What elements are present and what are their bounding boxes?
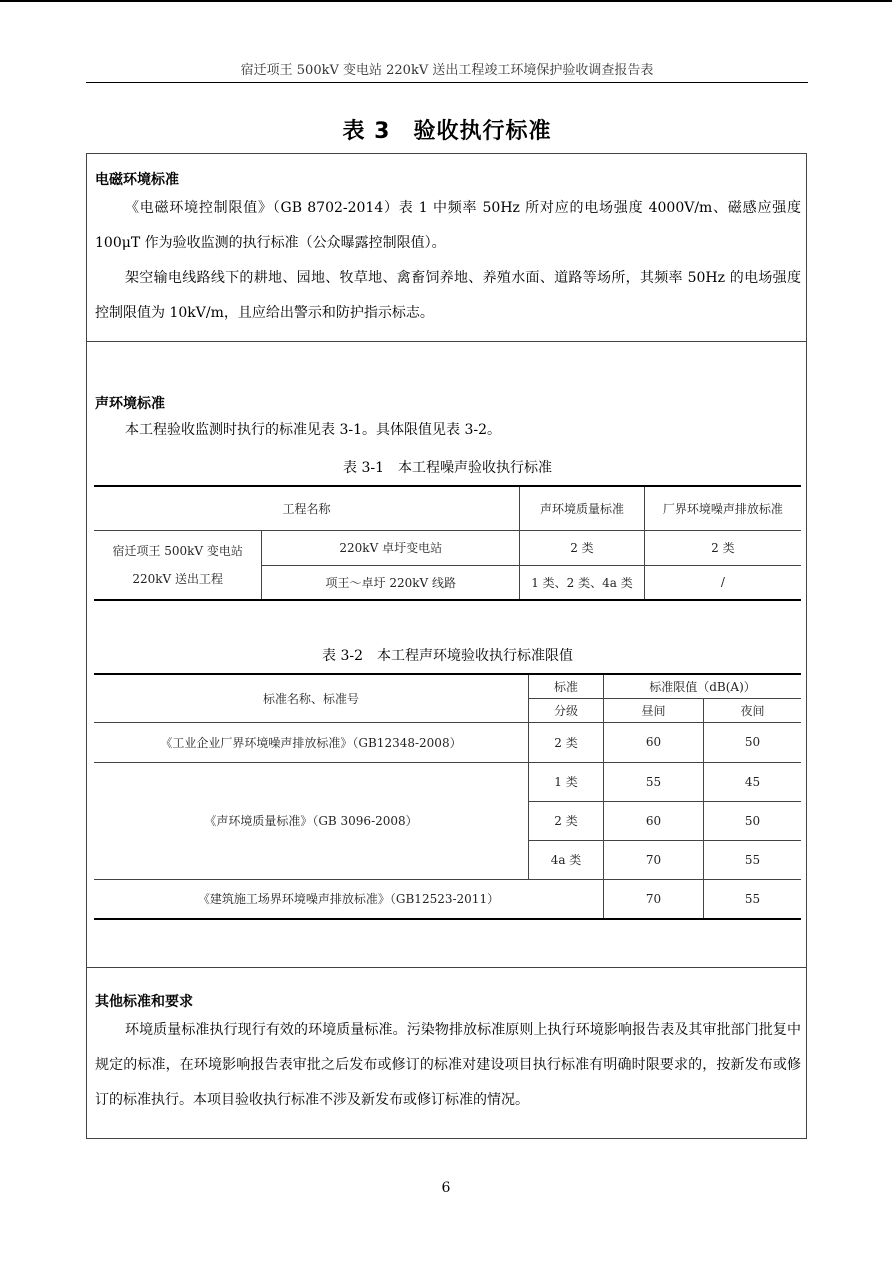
running-header: 宿迁项王 500kV 变电站 220kV 送出工程竣工环境保护验收调查报告表 xyxy=(240,63,654,78)
t1-project-name: 宿迁项王 500kV 变电站 220kV 送出工程 xyxy=(94,530,262,600)
page-number: 6 xyxy=(441,1180,451,1196)
section-electromagnetic xyxy=(86,153,807,342)
t2-night-value: 50 xyxy=(704,801,802,840)
t1-row-name: 220kV 卓圩变电站 xyxy=(262,530,520,565)
electromagnetic-paragraph-2: 架空输电线路线下的耕地、园地、牧草地、禽畜饲养地、养殖水面、道路等场所，其频率 50Hz 的电场强度控制限值为 10kV/m，且应给出警示和防护指示标志。 xyxy=(95,270,801,321)
t2-std-name: 《工业企业厂界环境噪声排放标准》（GB12348-2008） xyxy=(94,722,529,762)
header-rule xyxy=(86,82,808,83)
t2-day-value: 70 xyxy=(604,880,704,919)
t2-night-value: 55 xyxy=(704,840,802,879)
t2-header-night: 夜间 xyxy=(704,698,802,722)
top-border-line xyxy=(0,0,892,2)
t1-row-quality: 2 类 xyxy=(520,530,645,565)
t2-header-level-line2: 分级 xyxy=(529,698,604,722)
t2-level: 4a 类 xyxy=(529,840,604,879)
t1-header-quality: 声环境质量标准 xyxy=(520,486,645,530)
t2-std-name: 《声环境质量标准》（GB 3096-2008） xyxy=(94,762,529,879)
table-3-1 xyxy=(94,485,801,601)
t2-header-name: 标准名称、标准号 xyxy=(94,674,529,722)
t2-night-value: 55 xyxy=(704,880,802,919)
table-3-2-construction-row xyxy=(94,879,801,920)
table-3-2-caption: 表 3-2 本工程声环境验收执行标准限值 xyxy=(322,648,573,664)
electromagnetic-paragraph-1: 《电磁环境控制限值》（GB 8702-2014）表 1 中频率 50Hz 所对应的电场强度 4000V/m、磁感应强度 100μT 作为验收监测的执行标准（公众曝露控制限值）。 xyxy=(95,200,801,251)
table-3-1-caption: 表 3-1 本工程噪声验收执行标准 xyxy=(343,460,552,476)
noise-intro: 本工程验收监测时执行的标准见表 3-1。具体限值见表 3-2。 xyxy=(125,422,501,438)
t2-night-value: 50 xyxy=(704,722,802,762)
section-heading-noise: 声环境标准 xyxy=(95,396,165,412)
other-paragraph: 环境质量标准执行现行有效的环境质量标准。污染物排放标准原则上执行环境影响报告表及其审批部门批复中规定的标准，在环境影响报告表审批之后发布或修订的标准对建设项目执行标准有明确时限要求的，按新发布或修订的标准执行。本项目验收执行标准不涉及新发布或修订标准的情况。 xyxy=(95,1022,801,1108)
t2-day-value: 60 xyxy=(604,722,704,762)
t1-row-name: 项王～卓圩 220kV 线路 xyxy=(262,565,520,600)
t2-level: 2 类 xyxy=(529,722,604,762)
t2-day-value: 60 xyxy=(604,801,704,840)
section-heading-other: 其他标准和要求 xyxy=(95,994,193,1010)
t2-level: 2 类 xyxy=(529,801,604,840)
t2-level: 1 类 xyxy=(529,762,604,801)
t1-row-boundary: 2 类 xyxy=(644,530,801,565)
page-title: 表 3 验收执行标准 xyxy=(342,119,552,144)
section-heading-electromagnetic: 电磁环境标准 xyxy=(95,172,179,188)
t2-header-limit: 标准限值（dB(A)） xyxy=(604,674,802,698)
t2-day-value: 70 xyxy=(604,840,704,879)
section-other xyxy=(86,967,807,1139)
t2-std-name: 《建筑施工场界环境噪声排放标准》（GB12523-2011） xyxy=(94,880,604,919)
table-3-2 xyxy=(94,673,801,880)
t2-header-level-line1: 标准 xyxy=(529,674,604,698)
t1-row-boundary: / xyxy=(644,565,801,600)
t1-header-project: 工程名称 xyxy=(94,486,520,530)
t2-header-day: 昼间 xyxy=(604,698,704,722)
t1-row-quality: 1 类、2 类、4a 类 xyxy=(520,565,645,600)
t2-day-value: 55 xyxy=(604,762,704,801)
t1-header-boundary: 厂界环境噪声排放标准 xyxy=(644,486,801,530)
t2-night-value: 45 xyxy=(704,762,802,801)
section-noise xyxy=(86,341,807,968)
